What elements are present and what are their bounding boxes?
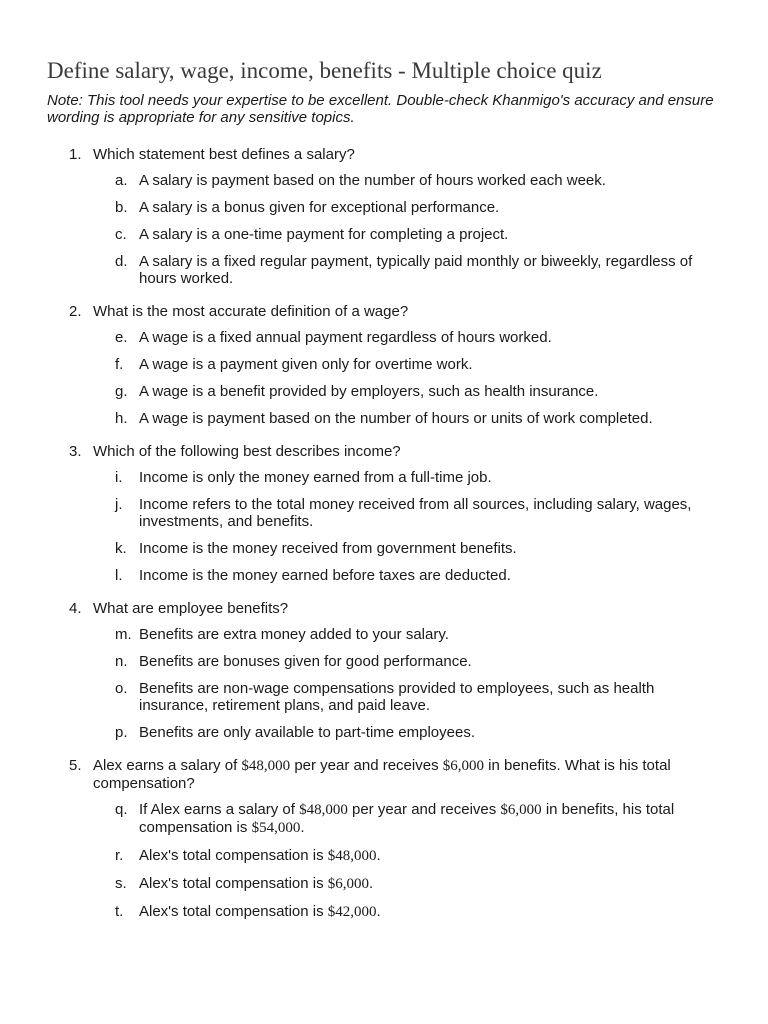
question-text-part: in benefits. What is his total compensation?: [93, 757, 671, 792]
answer-option[interactable]: [93, 383, 727, 400]
amount-value: $48,000: [327, 848, 377, 864]
option-text: [139, 847, 381, 864]
option-text: Benefits are non-wage compensations provided to employees, such as health insurance, retirement plans, and paid leave.: [139, 680, 655, 714]
option-text-part: If Alex earns a salary of: [139, 801, 300, 818]
option-letter: k.: [115, 540, 127, 557]
answer-option[interactable]: [93, 680, 727, 714]
option-text: [139, 801, 674, 836]
option-text-part: .: [369, 875, 374, 892]
page-title: Define salary, wage, income, benefits - Multiple choice quiz: [47, 58, 602, 83]
option-text-part: .: [376, 903, 381, 920]
option-text: Benefits are extra money added to your salary.: [139, 626, 449, 643]
option-letter: p.: [115, 724, 128, 741]
answer-option[interactable]: [93, 540, 727, 557]
option-letter: d.: [115, 253, 128, 270]
amount-value: $48,000: [299, 802, 348, 818]
option-text: Income refers to the total money received from all sources, including salary, wages, investments, and benefits.: [139, 496, 692, 530]
option-text: Benefits are bonuses given for good performance.: [139, 653, 472, 670]
option-text-part: .: [376, 847, 381, 864]
option-text: Income is only the money earned from a full-time job.: [139, 469, 492, 486]
answer-option[interactable]: [93, 329, 727, 346]
question-item: [47, 303, 727, 427]
amount-value: $42,000: [327, 904, 377, 920]
question-item: [47, 600, 727, 741]
answer-option[interactable]: [93, 903, 727, 921]
question-list: [47, 146, 727, 921]
option-text: A wage is payment based on the number of hours or units of work completed.: [139, 410, 653, 427]
option-text: [139, 875, 373, 892]
question-item: [47, 757, 727, 921]
option-text: Income is the money earned before taxes are deducted.: [139, 567, 511, 584]
question-text-part: per year and receives: [290, 757, 443, 774]
option-text: A wage is a payment given only for overtime work.: [139, 356, 473, 373]
question-text: What is the most accurate definition of a wage?: [93, 303, 409, 320]
option-letter: m.: [115, 626, 132, 643]
option-text-part: Alex's total compensation is: [139, 847, 328, 864]
answer-option[interactable]: [93, 356, 727, 373]
question-number: 5.: [69, 757, 82, 774]
option-letter: q.: [115, 801, 128, 818]
answer-option[interactable]: [93, 847, 727, 865]
option-letter: e.: [115, 329, 128, 346]
answer-option[interactable]: [93, 567, 727, 584]
answer-option[interactable]: [93, 199, 727, 216]
option-text: Income is the money received from government benefits.: [139, 540, 517, 557]
option-letter: j.: [115, 496, 123, 513]
question-number: 3.: [69, 443, 82, 460]
option-text-part: Alex's total compensation is: [139, 903, 328, 920]
option-text: A wage is a fixed annual payment regardless of hours worked.: [139, 329, 552, 346]
option-list: [93, 469, 727, 584]
option-letter: s.: [115, 875, 127, 892]
option-letter: i.: [115, 469, 123, 486]
option-text-part: in benefits, his total compensation is: [139, 801, 675, 836]
option-text: A wage is a benefit provided by employers, such as health insurance.: [139, 383, 599, 400]
question-text-part: Alex earns a salary of: [93, 757, 242, 774]
amount-value: $48,000: [241, 758, 291, 774]
answer-option[interactable]: [93, 172, 727, 189]
answer-option[interactable]: [93, 801, 727, 837]
option-letter: a.: [115, 172, 128, 189]
question-item: [47, 443, 727, 584]
answer-option[interactable]: [93, 626, 727, 643]
question-text: Which statement best defines a salary?: [93, 146, 355, 163]
option-letter: f.: [115, 356, 124, 373]
answer-option[interactable]: [93, 226, 727, 243]
option-text-part: Alex's total compensation is: [139, 875, 328, 892]
answer-option[interactable]: [93, 724, 727, 741]
answer-option[interactable]: [93, 410, 727, 427]
question-number: 1.: [69, 146, 82, 163]
document-page: [47, 56, 727, 937]
amount-value: $6,000: [500, 802, 542, 818]
amount-value: $54,000: [251, 820, 301, 836]
option-list: [93, 801, 727, 921]
option-list: [93, 626, 727, 741]
amount-value: $6,000: [327, 876, 370, 892]
option-letter: l.: [115, 567, 123, 584]
option-list: [93, 172, 727, 287]
option-text-part: per year and receives: [347, 801, 501, 818]
question-text: Which of the following best describes income?: [93, 443, 401, 460]
option-text: A salary is a fixed regular payment, typically paid monthly or biweekly, regardless of hours worked.: [139, 253, 693, 287]
option-text: [139, 903, 381, 920]
option-letter: o.: [115, 680, 128, 697]
option-letter: n.: [115, 653, 128, 670]
option-letter: g.: [115, 383, 128, 400]
option-letter: r.: [115, 847, 124, 864]
option-letter: b.: [115, 199, 128, 216]
option-letter: t.: [115, 903, 124, 920]
option-text-part: .: [300, 819, 305, 836]
question-number: 2.: [69, 303, 82, 320]
answer-option[interactable]: [93, 469, 727, 486]
question-number: 4.: [69, 600, 82, 617]
amount-value: $6,000: [442, 758, 484, 774]
option-text: A salary is a bonus given for exceptional performance.: [139, 199, 500, 216]
option-text: Benefits are only available to part-time employees.: [139, 724, 476, 741]
answer-option[interactable]: [93, 875, 727, 893]
answer-option[interactable]: [93, 253, 727, 287]
question-text: What are employee benefits?: [93, 600, 289, 617]
answer-option[interactable]: [93, 496, 727, 530]
option-letter: c.: [115, 226, 127, 243]
answer-option[interactable]: [93, 653, 727, 670]
option-list: [93, 329, 727, 427]
option-letter: h.: [115, 410, 128, 427]
option-text: A salary is a one-time payment for completing a project.: [139, 226, 509, 243]
question-item: [47, 146, 727, 287]
option-text: A salary is payment based on the number of hours worked each week.: [139, 172, 606, 189]
question-text: [93, 757, 727, 792]
disclaimer-note: Note: This tool needs your expertise to be excellent. Double-check Khanmigo's accuracy and ensure wording is appropriate for any sensitive topics.: [47, 92, 714, 126]
